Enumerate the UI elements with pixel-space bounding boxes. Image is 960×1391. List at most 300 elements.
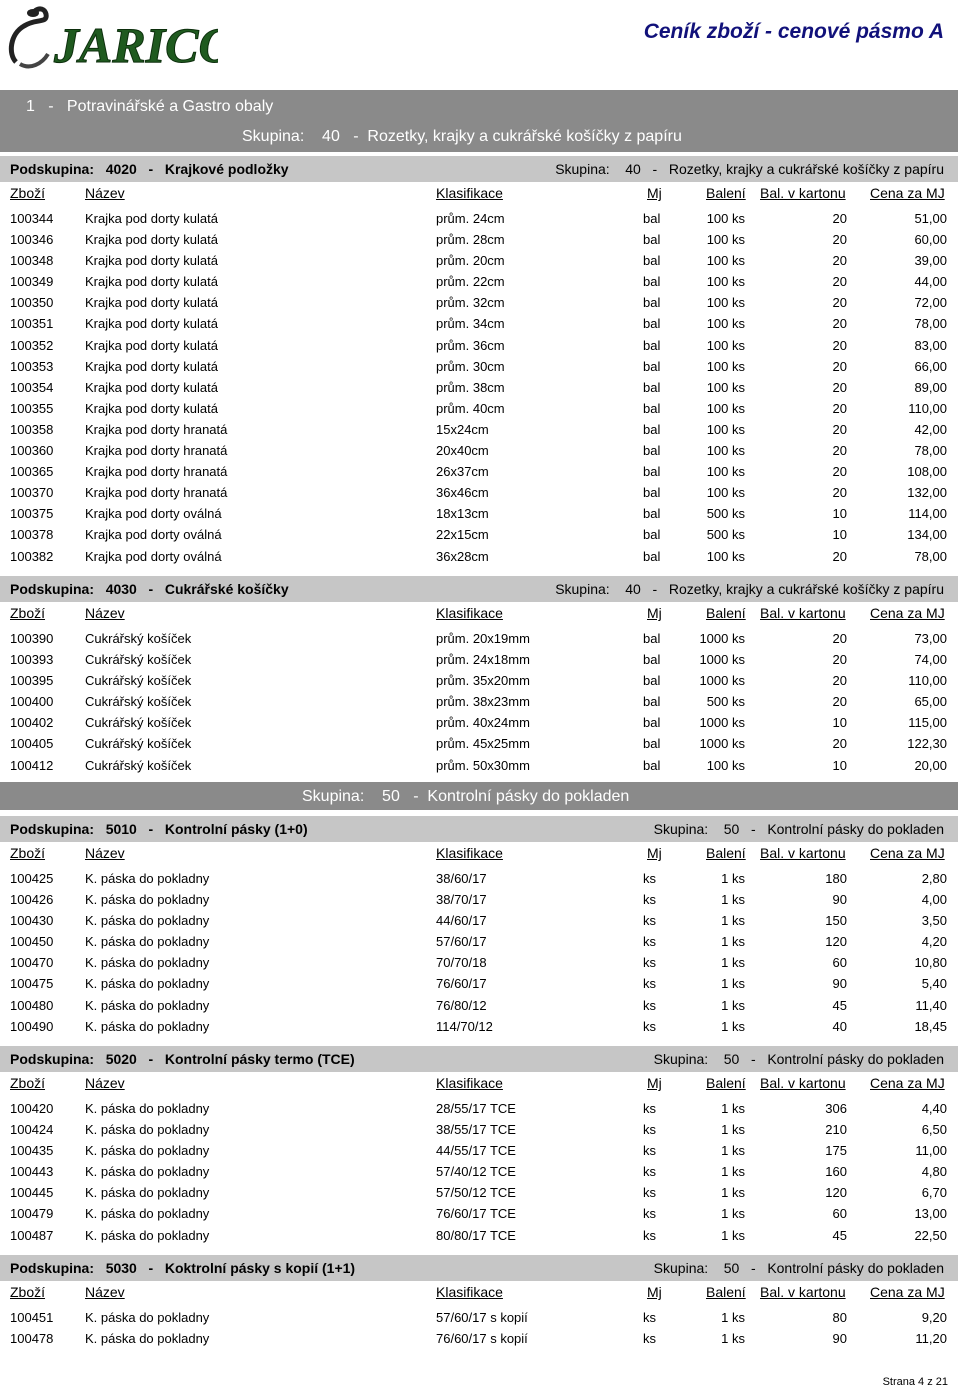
product-unit: ks (643, 1101, 656, 1116)
product-class: 38/60/17 (436, 871, 487, 886)
product-table (0, 868, 958, 1037)
product-unit: bal (643, 652, 661, 668)
col-zbozi: Zboží (10, 1284, 46, 1300)
group-number: 40 (625, 581, 641, 597)
col-nazev: Název (85, 1075, 125, 1091)
table-row (0, 868, 958, 889)
product-code: 100490 (10, 1018, 54, 1034)
product-unit: bal (643, 421, 661, 437)
product-code: 100346 (10, 232, 54, 248)
col-nazev: Název (85, 185, 125, 201)
table-row (0, 1328, 958, 1349)
product-code: 100365 (10, 464, 54, 480)
dash: - (652, 161, 658, 177)
table-row (0, 461, 958, 482)
dash: - (148, 1051, 154, 1067)
product-unit: bal (643, 548, 661, 564)
product-price: 4,20 (921, 934, 947, 950)
product-price: 4,80 (921, 1164, 947, 1180)
product-unit: bal (643, 631, 661, 646)
product-carton: 45 (832, 997, 847, 1013)
group-number: 50 (382, 788, 400, 805)
product-unit: bal (643, 358, 661, 374)
product-price: 5,40 (921, 976, 947, 992)
product-code: 100353 (10, 358, 54, 374)
product-code: 100470 (10, 955, 54, 971)
table-row (0, 208, 958, 229)
product-class: 57/60/17 s kopií (436, 1310, 528, 1325)
table-row (0, 1161, 958, 1182)
product-price: 20,00 (914, 757, 947, 773)
product-class: prům. 20cm (436, 253, 505, 269)
subgroup-parent-group (555, 161, 944, 177)
product-code: 100349 (10, 274, 54, 290)
product-package: 100 ks (706, 400, 745, 416)
product-package: 500 ks (706, 694, 745, 710)
product-price: 13,00 (914, 1206, 947, 1222)
subgroup-header (0, 1255, 958, 1281)
subgroup-parent-group (654, 1260, 944, 1276)
table-row (0, 1182, 958, 1203)
product-class: 114/70/12 (436, 1018, 493, 1034)
product-code: 100390 (10, 631, 54, 646)
subgroup-name: Koktrolní pásky s kopií (1+1) (164, 1260, 356, 1276)
product-carton: 20 (832, 694, 847, 710)
product-unit: bal (643, 379, 661, 395)
product-name: K. páska do pokladny (85, 955, 210, 971)
product-code: 100400 (10, 694, 54, 710)
table-row (0, 1119, 958, 1140)
col-mj: Mj (647, 605, 662, 621)
product-class: 76/60/17 (436, 976, 487, 992)
col-nazev: Název (85, 1284, 125, 1300)
product-carton: 80 (832, 1310, 847, 1325)
product-carton: 20 (832, 464, 847, 480)
product-carton: 20 (832, 400, 847, 416)
subgroup-title (10, 821, 308, 837)
product-class: prům. 34cm (436, 316, 505, 332)
product-class: prům. 50x30mm (436, 757, 530, 773)
podskupina-label: Podskupina: (10, 1260, 95, 1276)
table-row (0, 482, 958, 503)
product-package: 100 ks (706, 757, 745, 773)
product-code: 100378 (10, 527, 54, 543)
product-carton: 45 (832, 1227, 847, 1243)
col-zbozi: Zboží (10, 605, 46, 621)
group-name: Rozetky, krajky a cukrářské košíčky z papíru (668, 161, 944, 177)
main-group-number: 1 (26, 98, 35, 115)
product-package: 100 ks (706, 443, 745, 459)
product-carton: 20 (832, 673, 847, 689)
dash: - (148, 161, 154, 177)
product-carton: 20 (832, 295, 847, 311)
product-unit: ks (643, 1185, 656, 1201)
product-carton: 20 (832, 337, 847, 353)
product-name: Krajka pod dorty kulatá (85, 358, 218, 374)
dash: - (148, 581, 154, 597)
product-name: K. páska do pokladny (85, 1185, 210, 1201)
product-package: 1 ks (721, 871, 745, 886)
product-price: 11,20 (915, 1331, 947, 1347)
product-carton: 60 (832, 1206, 847, 1222)
product-package: 1 ks (721, 1018, 745, 1034)
col-kartonu: Bal. v kartonu (760, 845, 846, 861)
podskupina-label: Podskupina: (10, 581, 95, 597)
product-price: 3,50 (921, 913, 947, 929)
product-unit: bal (643, 506, 661, 522)
product-price: 18,45 (914, 1018, 947, 1034)
subgroup-name: Kontrolní pásky (1+0) (164, 821, 308, 837)
product-name: K. páska do pokladny (85, 976, 210, 992)
group-number: 50 (723, 1260, 740, 1276)
product-price: 2,80 (921, 871, 947, 886)
product-carton: 10 (832, 527, 847, 543)
col-klasifikace: Klasifikace (436, 185, 503, 201)
group-name: Kontrolní pásky do pokladen (427, 788, 630, 805)
product-carton: 10 (832, 506, 847, 522)
product-code: 100475 (10, 976, 54, 992)
product-price: 51,00 (914, 211, 947, 226)
product-code: 100478 (10, 1331, 54, 1347)
product-name: K. páska do pokladny (85, 997, 210, 1013)
skupina-label: Skupina: (555, 161, 610, 177)
product-price: 42,00 (914, 421, 947, 437)
product-price: 65,00 (914, 694, 947, 710)
product-unit: bal (643, 694, 661, 710)
product-name: K. páska do pokladny (85, 1331, 210, 1347)
product-package: 1000 ks (699, 631, 745, 646)
product-carton: 120 (825, 934, 847, 950)
table-row (0, 1307, 958, 1328)
col-nazev: Název (85, 605, 125, 621)
dash: - (652, 581, 658, 597)
product-code: 100451 (10, 1310, 54, 1325)
product-class: 57/60/17 (436, 934, 487, 950)
product-code: 100355 (10, 400, 54, 416)
product-package: 500 ks (706, 527, 745, 543)
subgroup-number: 5030 (105, 1260, 137, 1276)
product-carton: 20 (832, 736, 847, 752)
product-price: 10,80 (914, 955, 947, 971)
product-unit: bal (643, 736, 661, 752)
subgroup-name: Kontrolní pásky termo (TCE) (164, 1051, 355, 1067)
subgroup-number: 5010 (105, 821, 137, 837)
product-code: 100420 (10, 1101, 54, 1116)
product-package: 1 ks (721, 976, 745, 992)
product-class: 44/55/17 TCE (436, 1143, 516, 1159)
product-name: Krajka pod dorty kulatá (85, 253, 218, 269)
product-price: 11,40 (915, 997, 947, 1013)
product-name: Krajka pod dorty kulatá (85, 232, 218, 248)
product-name: Krajka pod dorty oválná (85, 506, 222, 522)
podskupina-label: Podskupina: (10, 161, 95, 177)
product-price: 134,00 (907, 527, 947, 543)
product-class: prům. 32cm (436, 295, 505, 311)
subgroup-title (10, 161, 289, 177)
table-row (0, 524, 958, 545)
subgroup-name: Krajkové podložky (164, 161, 289, 177)
product-unit: bal (643, 253, 661, 269)
product-carton: 180 (825, 871, 847, 886)
product-carton: 20 (832, 274, 847, 290)
subgroup-parent-group (654, 1051, 944, 1067)
product-class: 80/80/17 TCE (436, 1227, 516, 1243)
product-price: 6,70 (921, 1185, 947, 1201)
product-name: Krajka pod dorty kulatá (85, 274, 218, 290)
col-mj: Mj (647, 185, 662, 201)
table-row (0, 313, 958, 334)
col-mj: Mj (647, 1284, 662, 1300)
column-headers (0, 183, 958, 203)
col-cena: Cena za MJ (870, 185, 945, 201)
product-code: 100405 (10, 736, 54, 752)
product-name: Krajka pod dorty kulatá (85, 211, 218, 226)
product-carton: 306 (825, 1101, 847, 1116)
skupina-label: Skupina: (653, 821, 709, 837)
subgroup-number: 4030 (105, 581, 137, 597)
subgroup-title (10, 581, 289, 597)
group-number: 50 (723, 1051, 740, 1067)
dash: - (148, 821, 154, 837)
product-class: 76/60/17 s kopií (436, 1331, 528, 1347)
product-code: 100443 (10, 1164, 54, 1180)
product-price: 83,00 (914, 337, 947, 353)
col-baleni: Balení (706, 185, 746, 201)
table-row (0, 952, 958, 973)
product-name: Krajka pod dorty kulatá (85, 337, 218, 353)
table-row (0, 271, 958, 292)
table-row (0, 931, 958, 952)
page-title: Ceník zboží - cenové pásmo A (643, 20, 944, 43)
table-row (0, 292, 958, 313)
product-name: K. páska do pokladny (85, 1206, 210, 1222)
product-name: K. páska do pokladny (85, 934, 210, 950)
product-unit: ks (643, 1164, 656, 1180)
product-code: 100425 (10, 871, 54, 886)
product-unit: ks (643, 892, 656, 908)
product-package: 1000 ks (699, 736, 745, 752)
product-package: 1 ks (721, 955, 745, 971)
product-code: 100412 (10, 757, 54, 773)
product-carton: 210 (825, 1122, 847, 1138)
col-kartonu: Bal. v kartonu (760, 1075, 846, 1091)
table-row (0, 691, 958, 712)
product-class: 20x40cm (436, 443, 489, 459)
product-price: 78,00 (914, 548, 947, 564)
product-name: Krajka pod dorty hranatá (85, 443, 228, 459)
product-carton: 20 (832, 548, 847, 564)
subgroup-title (10, 1260, 355, 1276)
product-name: K. páska do pokladny (85, 871, 210, 886)
product-unit: bal (643, 400, 661, 416)
product-package: 1 ks (721, 892, 745, 908)
product-price: 122,30 (907, 736, 947, 752)
product-class: 70/70/18 (436, 955, 487, 971)
table-row (0, 755, 958, 776)
product-price: 73,00 (914, 631, 947, 646)
product-class: 44/60/17 (436, 913, 487, 929)
product-price: 66,00 (914, 358, 947, 374)
col-kartonu: Bal. v kartonu (760, 605, 846, 621)
col-cena: Cena za MJ (870, 605, 945, 621)
product-package: 100 ks (706, 253, 745, 269)
table-row (0, 628, 958, 649)
group-name: Rozetky, krajky a cukrářské košíčky z papíru (668, 581, 944, 597)
group-header (0, 90, 958, 152)
product-name: Krajka pod dorty hranatá (85, 421, 228, 437)
product-class: 36x46cm (436, 485, 489, 501)
product-carton: 90 (832, 976, 847, 992)
product-class: 76/60/17 TCE (436, 1206, 516, 1222)
product-class: prům. 22cm (436, 274, 505, 290)
product-class: 36x28cm (436, 548, 489, 564)
product-price: 39,00 (914, 253, 947, 269)
product-price: 114,00 (908, 506, 947, 522)
product-package: 100 ks (706, 337, 745, 353)
product-carton: 10 (832, 757, 847, 773)
table-row (0, 1098, 958, 1119)
col-baleni: Balení (706, 845, 746, 861)
product-package: 1 ks (721, 1310, 745, 1325)
product-price: 110,00 (908, 673, 947, 689)
product-code: 100360 (10, 443, 54, 459)
product-unit: ks (643, 1122, 656, 1138)
product-price: 132,00 (907, 485, 947, 501)
table-row (0, 546, 958, 567)
column-headers (0, 603, 958, 623)
product-carton: 20 (832, 485, 847, 501)
product-table (0, 1098, 958, 1246)
product-name: Krajka pod dorty oválná (85, 527, 222, 543)
product-package: 1000 ks (699, 673, 745, 689)
product-class: prům. 30cm (436, 358, 505, 374)
product-class: 15x24cm (436, 421, 489, 437)
product-table (0, 628, 958, 776)
product-class: 76/80/12 (436, 997, 487, 1013)
column-headers (0, 843, 958, 863)
product-carton: 60 (832, 955, 847, 971)
product-class: prům. 24x18mm (436, 652, 530, 668)
table-row (0, 670, 958, 691)
table-row (0, 649, 958, 670)
product-class: prům. 40x24mm (436, 715, 530, 731)
product-name: K. páska do pokladny (85, 892, 210, 908)
product-price: 110,00 (908, 400, 947, 416)
table-row (0, 398, 958, 419)
product-class: prům. 38cm (436, 379, 505, 395)
col-cena: Cena za MJ (870, 1075, 945, 1091)
product-carton: 175 (825, 1143, 847, 1159)
product-carton: 20 (832, 421, 847, 437)
product-class: prům. 40cm (436, 400, 505, 416)
product-package: 1 ks (721, 1227, 745, 1243)
product-package: 100 ks (706, 232, 745, 248)
product-package: 100 ks (706, 316, 745, 332)
product-price: 22,50 (914, 1227, 947, 1243)
subgroup-number: 5020 (105, 1051, 137, 1067)
product-price: 78,00 (914, 443, 947, 459)
podskupina-label: Podskupina: (10, 1051, 95, 1067)
product-carton: 90 (832, 1331, 847, 1347)
product-class: 26x37cm (436, 464, 489, 480)
product-unit: bal (643, 295, 661, 311)
product-unit: bal (643, 757, 661, 773)
col-klasifikace: Klasifikace (436, 605, 503, 621)
col-mj: Mj (647, 1075, 662, 1091)
product-class: prům. 20x19mm (436, 631, 530, 646)
product-code: 100344 (10, 211, 54, 226)
skupina-label: Skupina: (555, 581, 610, 597)
product-price: 78,00 (914, 316, 947, 332)
product-unit: bal (643, 274, 661, 290)
product-package: 100 ks (706, 464, 745, 480)
product-carton: 20 (832, 232, 847, 248)
product-unit: bal (643, 316, 661, 332)
product-carton: 20 (832, 358, 847, 374)
product-class: 57/50/12 TCE (436, 1185, 516, 1201)
product-name: Krajka pod dorty kulatá (85, 400, 218, 416)
product-package: 500 ks (706, 506, 745, 522)
product-code: 100450 (10, 934, 54, 950)
col-zbozi: Zboží (10, 1075, 46, 1091)
product-unit: bal (643, 485, 661, 501)
product-name: K. páska do pokladny (85, 913, 210, 929)
product-package: 100 ks (706, 379, 745, 395)
product-unit: ks (643, 1206, 656, 1222)
col-mj: Mj (647, 845, 662, 861)
product-code: 100350 (10, 295, 54, 311)
subgroup-header (0, 576, 958, 602)
subgroup-parent-group (654, 821, 944, 837)
subgroup-parent-group (555, 581, 944, 597)
product-class: prům. 28cm (436, 232, 505, 248)
group-number: 40 (625, 161, 641, 177)
product-table (0, 208, 958, 567)
product-name: K. páska do pokladny (85, 1101, 210, 1116)
product-price: 74,00 (914, 652, 947, 668)
group-title (242, 128, 682, 146)
product-unit: ks (643, 1143, 656, 1159)
table-row (0, 712, 958, 733)
table-row (0, 995, 958, 1016)
product-code: 100375 (10, 506, 54, 522)
product-code: 100430 (10, 913, 54, 929)
product-unit: bal (643, 715, 661, 731)
product-code: 100352 (10, 337, 54, 353)
product-code: 100487 (10, 1227, 54, 1243)
product-price: 9,20 (921, 1310, 947, 1325)
subgroup-name: Cukrářské košíčky (164, 581, 289, 597)
group-name: Kontrolní pásky do pokladen (767, 1260, 944, 1276)
product-name: Krajka pod dorty kulatá (85, 379, 218, 395)
skupina-label: Skupina: (653, 1260, 709, 1276)
product-carton: 20 (832, 652, 847, 668)
dash: - (750, 1260, 756, 1276)
product-name: Cukrářský košíček (85, 631, 192, 646)
product-carton: 20 (832, 443, 847, 459)
product-name: Cukrářský košíček (85, 694, 192, 710)
product-package: 1 ks (721, 997, 745, 1013)
product-package: 1 ks (721, 934, 745, 950)
product-name: K. páska do pokladny (85, 1164, 210, 1180)
table-row (0, 1203, 958, 1224)
subgroup-title (10, 1051, 355, 1067)
skupina-label: Skupina: (653, 1051, 709, 1067)
product-package: 100 ks (706, 274, 745, 290)
product-name: K. páska do pokladny (85, 1227, 210, 1243)
col-zbozi: Zboží (10, 185, 46, 201)
product-class: 57/40/12 TCE (436, 1164, 516, 1180)
